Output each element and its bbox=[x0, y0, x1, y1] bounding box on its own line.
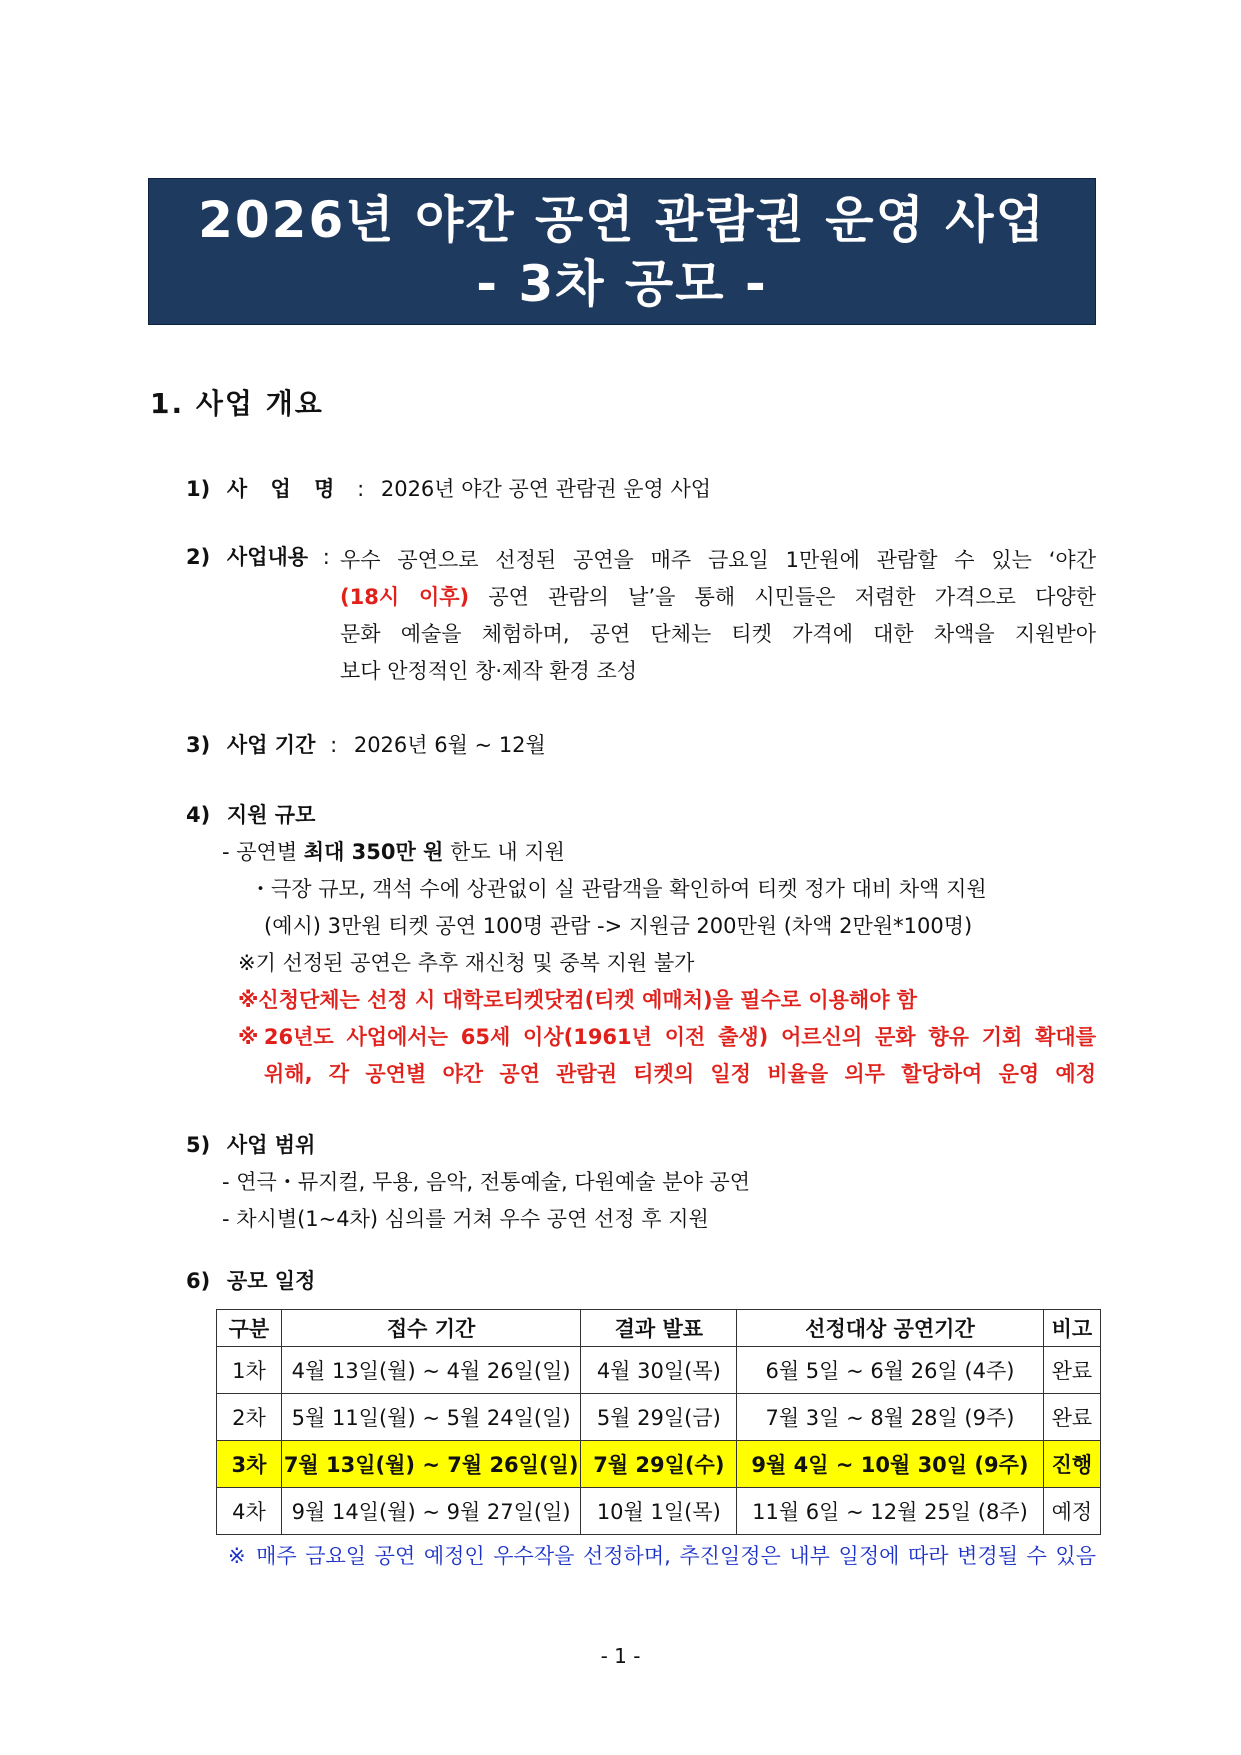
table-row bbox=[217, 1394, 1101, 1441]
section-heading: 1. 사업 개요 bbox=[150, 387, 324, 420]
support-detail-line: ・극장 규모, 객석 수에 상관없이 실 관람객을 확인하여 티켓 정가 대비 차액 지원 bbox=[250, 877, 987, 901]
table-cell: 6월 5일 ~ 6월 26일 (4주) bbox=[737, 1347, 1043, 1394]
column-header: 선정대상 공연기간 bbox=[737, 1310, 1043, 1347]
time-highlight: (18시 이후) bbox=[340, 585, 470, 609]
table-cell: 3차 bbox=[217, 1441, 282, 1488]
item-support-scale bbox=[186, 800, 315, 830]
item-content-description bbox=[340, 542, 1096, 690]
table-cell: 4월 30일(목) bbox=[581, 1347, 737, 1394]
table-cell: 9월 14일(월) ~ 9월 27일(일) bbox=[281, 1488, 581, 1535]
title-banner bbox=[148, 178, 1096, 325]
scope-line: - 연극・뮤지컬, 무용, 음악, 전통예술, 다원예술 분야 공연 bbox=[222, 1170, 751, 1194]
item-colon: : bbox=[330, 733, 338, 757]
schedule-table bbox=[216, 1309, 1101, 1535]
item-value: 2026년 야간 공연 관람권 운영 사업 bbox=[380, 477, 712, 501]
support-limit-amount: 최대 350만 원 bbox=[303, 840, 444, 864]
item-label: 사업 기간 bbox=[226, 733, 316, 757]
table-cell: 완료 bbox=[1043, 1394, 1100, 1441]
document-subtitle: - 3차 공모 - bbox=[476, 254, 768, 313]
table-cell: 예정 bbox=[1043, 1488, 1100, 1535]
table-cell: 2차 bbox=[217, 1394, 282, 1441]
table-cell: 9월 4일 ~ 10월 30일 (9주) bbox=[737, 1441, 1043, 1488]
item-number: 1) bbox=[186, 477, 211, 501]
column-header: 구분 bbox=[217, 1310, 282, 1347]
item-label: 사업내용 bbox=[226, 545, 309, 569]
table-cell: 5월 29일(금) bbox=[581, 1394, 737, 1441]
table-cell: 완료 bbox=[1043, 1347, 1100, 1394]
item-number: 3) bbox=[186, 733, 211, 757]
document-title: 2026년 야간 공연 관람권 운영 사업 bbox=[198, 190, 1046, 249]
table-row-current bbox=[217, 1441, 1101, 1488]
table-row bbox=[217, 1488, 1101, 1535]
item-content-label bbox=[186, 542, 340, 572]
table-cell: 7월 13일(월) ~ 7월 26일(일) bbox=[281, 1441, 581, 1488]
column-header: 비고 bbox=[1043, 1310, 1100, 1347]
support-note: ※기 선정된 공연은 추후 재신청 및 중복 지원 불가 bbox=[238, 951, 695, 975]
table-cell: 5월 11일(월) ~ 5월 24일(일) bbox=[281, 1394, 581, 1441]
table-cell: 진행 bbox=[1043, 1441, 1100, 1488]
description-line: 문화 예술을 체험하며, 공연 단체는 티켓 가격에 대한 차액을 지원받아 bbox=[340, 622, 1096, 646]
item-schedule bbox=[186, 1266, 315, 1296]
description-line: 우수 공연으로 선정된 공연을 매주 금요일 1만원에 관람할 수 있는 ‘야간 bbox=[340, 548, 1096, 572]
schedule-note: ※ 매주 금요일 공연 예정인 우수작을 선정하며, 추진일정은 내부 일정에 따라 변경될 수 있음 bbox=[228, 1544, 1096, 1568]
item-label: 공모 일정 bbox=[226, 1269, 316, 1293]
scope-line: - 차시별(1~4차) 심의를 거쳐 우수 공연 선정 후 지원 bbox=[222, 1207, 709, 1231]
support-note-senior-cont: 위해, 각 공연별 야간 공연 관람권 티켓의 일정 비율을 의무 할당하여 운영 예정 bbox=[264, 1062, 1096, 1086]
description-line: 보다 안정적인 창·제작 환경 조성 bbox=[340, 659, 638, 683]
item-project-scope bbox=[186, 1130, 315, 1160]
table-header-row bbox=[217, 1310, 1101, 1347]
item-label: 사업 범위 bbox=[226, 1133, 316, 1157]
item-project-name bbox=[186, 474, 711, 504]
column-header: 결과 발표 bbox=[581, 1310, 737, 1347]
support-limit-line: - 공연별 최대 350만 원 한도 내 지원 bbox=[222, 840, 565, 864]
item-number: 5) bbox=[186, 1133, 211, 1157]
table-cell: 1차 bbox=[217, 1347, 282, 1394]
table-cell: 11월 6일 ~ 12월 25일 (8주) bbox=[737, 1488, 1043, 1535]
item-value: 2026년 6월 ~ 12월 bbox=[353, 733, 546, 757]
description-line: (18시 이후) 공연 관람의 날’을 통해 시민들은 저렴한 가격으로 다양한 bbox=[340, 585, 1097, 609]
table-cell: 10월 1일(목) bbox=[581, 1488, 737, 1535]
item-number: 2) bbox=[186, 545, 211, 569]
item-colon: : bbox=[322, 545, 330, 569]
page-number: - 1 - bbox=[600, 1644, 641, 1668]
support-note-senior: ※26년도 사업에서는 65세 이상(1961년 이전 출생) 어르신의 문화 향유 기회 확대를 bbox=[238, 1025, 1096, 1049]
table-row bbox=[217, 1347, 1101, 1394]
column-header: 접수 기간 bbox=[281, 1310, 581, 1347]
support-note-required: ※신청단체는 선정 시 대학로티켓닷컴(티켓 예매처)을 필수로 이용해야 함 bbox=[238, 988, 918, 1012]
table-cell: 7월 29일(수) bbox=[581, 1441, 737, 1488]
table-cell: 4월 13일(월) ~ 4월 26일(일) bbox=[281, 1347, 581, 1394]
table-cell: 4차 bbox=[217, 1488, 282, 1535]
table-cell: 7월 3일 ~ 8월 28일 (9주) bbox=[737, 1394, 1043, 1441]
item-project-period bbox=[186, 730, 546, 760]
item-colon: : bbox=[357, 477, 365, 501]
support-example-line: (예시) 3만원 티켓 공연 100명 관람 -> 지원금 200만원 (차액 2만원*100명) bbox=[264, 914, 973, 938]
item-number: 6) bbox=[186, 1269, 211, 1293]
item-label: 지원 규모 bbox=[226, 803, 316, 827]
item-label: 사 업 명 bbox=[226, 477, 343, 501]
item-number: 4) bbox=[186, 803, 211, 827]
